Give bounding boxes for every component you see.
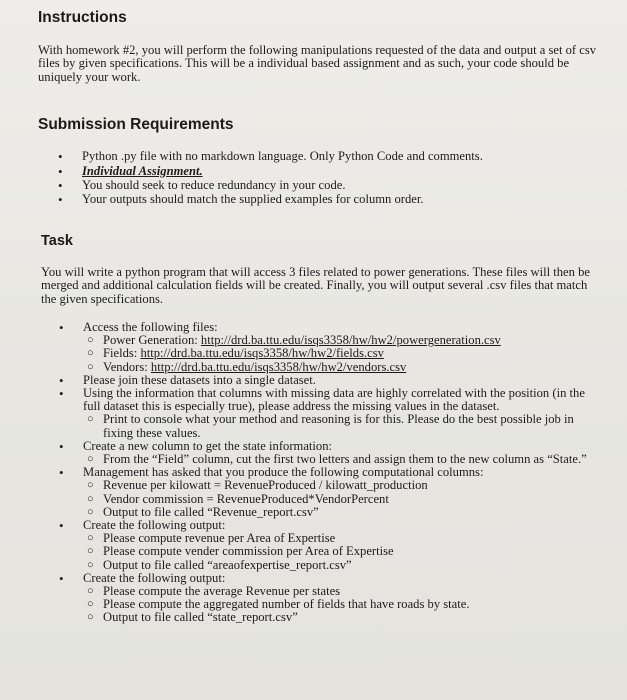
bullet-icon: •	[59, 518, 64, 534]
sub-list	[83, 413, 603, 439]
sub-list	[83, 585, 603, 625]
circle-bullet-icon: ○	[87, 347, 94, 360]
circle-bullet-icon: ○	[87, 598, 94, 611]
bullet-icon: •	[59, 372, 64, 388]
sub-list-item: ○ From the “Field” column, cut the first two letters and assign them to the new column as “State.”	[87, 452, 587, 467]
bullet-icon: •	[58, 164, 63, 179]
circle-bullet-icon: ○	[87, 532, 94, 545]
bullet-icon: •	[58, 149, 63, 164]
circle-bullet-icon: ○	[87, 505, 94, 518]
submission-list	[58, 149, 602, 207]
sub-list-item: ○ Please compute revenue per Area of Expertise	[87, 531, 336, 546]
list-item: • Management has asked that you produce the following computational columns: ○ Revenue per kilowatt = RevenueProduced / kilowatt_production ○ Vendor commission = RevenueProduced*VendorPercent ○ Output to file called “Revenue_report.csv”	[83, 466, 603, 519]
list-item: • Python .py file with no markdown language. Only Python Code and comments.	[58, 149, 483, 164]
bullet-icon: •	[58, 192, 63, 207]
instructions-heading: Instructions	[38, 9, 127, 26]
list-item: • Access the following files: ○ Power Generation: http://drd.ba.ttu.edu/isqs3358/hw/hw2/powergeneration.csv ○ Fields: http://drd.ba.ttu.edu/isqs3358/hw/hw2/fields.csv ○ Vendors: http://drd.ba.ttu.edu/isqs3358/hw/hw2/vendors.csv	[83, 321, 603, 374]
bullet-icon: •	[59, 570, 64, 586]
sub-list	[83, 334, 603, 374]
powergeneration-link[interactable]: http://drd.ba.ttu.edu/isqs3358/hw/hw2/powergeneration.csv	[200, 333, 501, 348]
circle-bullet-icon: ○	[87, 453, 94, 466]
list-item: • Using the information that columns with missing data are highly correlated with the position (in the full dataset this is especially true), please address the missing values in the dataset. ○ Print to console what your method and reasoning is for this. Please do the best possible job in fixing these values.	[83, 387, 603, 440]
fields-link[interactable]: http://drd.ba.ttu.edu/isqs3358/hw/hw2/fields.csv	[140, 346, 384, 361]
bullet-icon: •	[59, 465, 64, 481]
sub-list	[83, 479, 603, 519]
sub-list-item: ○ Fields: http://drd.ba.ttu.edu/isqs3358/hw/hw2/fields.csv	[87, 346, 384, 361]
sub-list-item: ○ Vendors: http://drd.ba.ttu.edu/isqs3358/hw/hw2/vendors.csv	[87, 359, 407, 374]
sub-list-item: ○ Please compute vender commission per Area of Expertise	[87, 544, 394, 559]
sub-list-item: ○ Print to console what your method and reasoning is for this. Please do the best possible job in fixing these values.	[87, 412, 574, 440]
list-item: • Create the following output: ○ Please compute revenue per Area of Expertise ○ Please compute vender commission per Area of Expertise ○ Output to file called “areaofexpertise_report.csv”	[83, 519, 603, 572]
list-item: • Individual Assignment.	[58, 164, 203, 179]
submission-heading: Submission Requirements	[38, 116, 234, 133]
list-item: • You should seek to reduce redundancy in your code.	[58, 178, 346, 193]
sub-list-item: ○ Power Generation: http://drd.ba.ttu.edu/isqs3358/hw/hw2/powergeneration.csv	[87, 333, 501, 348]
sub-list-item: ○ Output to file called “Revenue_report.csv”	[87, 504, 319, 519]
list-item: • Your outputs should match the supplied examples for column order.	[58, 192, 424, 207]
circle-bullet-icon: ○	[87, 545, 94, 558]
circle-bullet-icon: ○	[87, 492, 94, 505]
task-list	[59, 320, 603, 625]
circle-bullet-icon: ○	[87, 611, 94, 624]
sub-list-item: ○ Output to file called “areaofexpertise_report.csv”	[87, 557, 352, 572]
circle-bullet-icon: ○	[87, 558, 94, 571]
bullet-icon: •	[59, 386, 64, 402]
list-item: • Create a new column to get the state information: ○ From the “Field” column, cut the first two letters and assign them to the new column as “State.”	[83, 440, 603, 466]
sub-list	[83, 532, 603, 572]
list-item: • Please join these datasets into a single dataset.	[59, 372, 316, 388]
instructions-paragraph: With homework #2, you will perform the following manipulations requested of the data and output a set of csv files by given specifications. This will be a individual based assignment and as such, your code should be uniquely your work.	[38, 43, 597, 84]
vendors-link[interactable]: http://drd.ba.ttu.edu/isqs3358/hw/hw2/vendors.csv	[150, 359, 407, 374]
sub-list-item: ○ Vendor commission = RevenueProduced*VendorPercent	[87, 491, 389, 506]
sub-list-item: ○ Revenue per kilowatt = RevenueProduced / kilowatt_production	[87, 478, 428, 493]
circle-bullet-icon: ○	[87, 334, 94, 347]
bullet-icon: •	[59, 320, 64, 335]
circle-bullet-icon: ○	[87, 585, 94, 598]
circle-bullet-icon: ○	[87, 413, 94, 426]
list-item: • Create the following output: ○ Please compute the average Revenue per states ○ Please compute the aggregated number of fields that have roads by state. ○ Output to file called “state_report.csv”	[83, 572, 603, 625]
bullet-icon: •	[58, 178, 63, 193]
task-paragraph: You will write a python program that will access 3 files related to power generations. These files will then be merged and additional calculation fields will be created. Finally, you will output several .csv files that match the given specifications.	[41, 265, 590, 306]
task-heading: Task	[41, 233, 73, 249]
bullet-icon: •	[59, 438, 64, 454]
sub-list-item: ○ Output to file called “state_report.csv”	[87, 610, 298, 625]
circle-bullet-icon: ○	[87, 479, 94, 492]
circle-bullet-icon: ○	[87, 360, 94, 373]
sub-list-item: ○ Please compute the average Revenue per states	[87, 584, 341, 599]
sub-list-item: ○ Please compute the aggregated number of fields that have roads by state.	[87, 597, 470, 612]
